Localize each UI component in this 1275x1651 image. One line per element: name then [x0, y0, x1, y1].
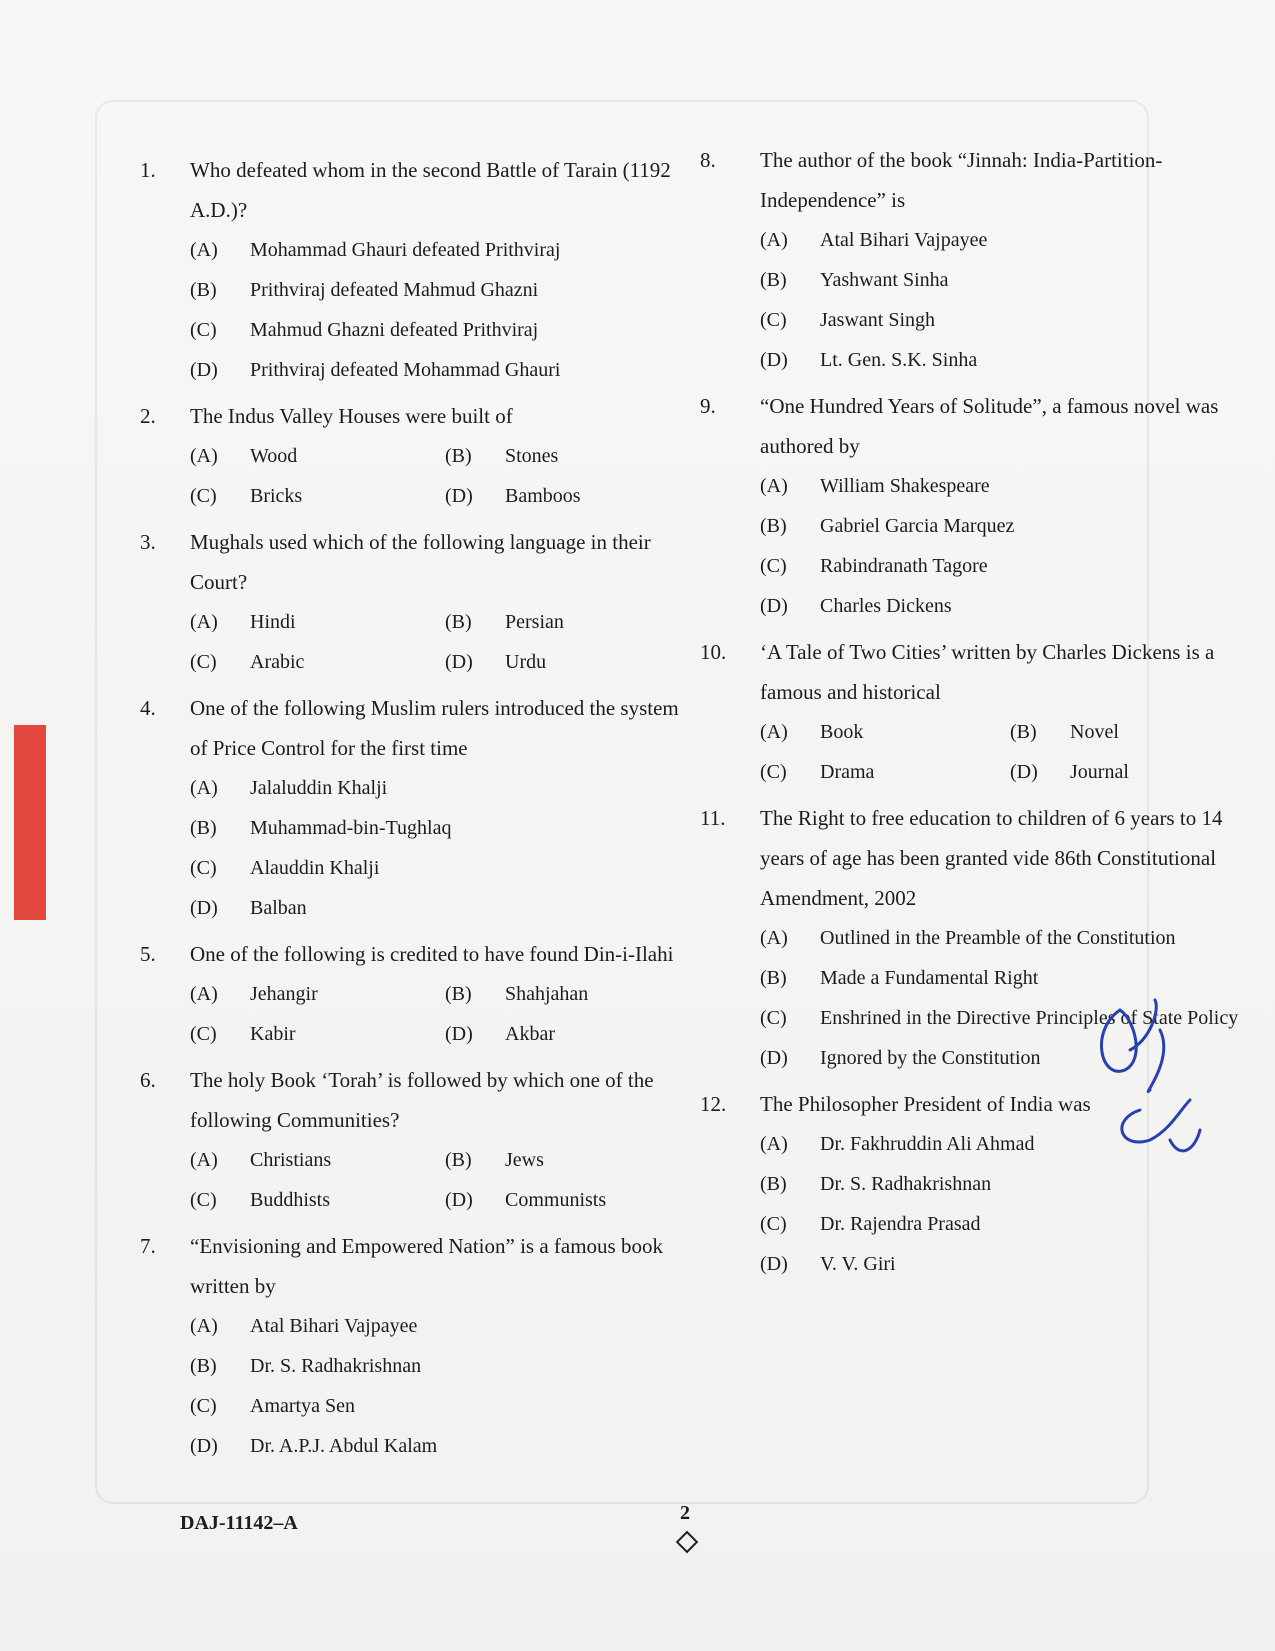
- page-number: 2: [680, 1502, 690, 1524]
- option-label: (A): [190, 1149, 218, 1171]
- question-number: 9.: [700, 394, 716, 418]
- option-text: Buddhists: [250, 1189, 331, 1211]
- option-text: Journal: [1070, 761, 1129, 783]
- answer-option: [190, 1386, 700, 1426]
- option-label: (D): [1010, 761, 1038, 783]
- option-text: Mohammad Ghauri defeated Prithviraj: [250, 239, 561, 261]
- left-column: [140, 150, 700, 1472]
- question-5: [140, 934, 700, 1054]
- answer-option: [760, 1244, 1260, 1284]
- options-list: [190, 974, 700, 1054]
- option-label: (B): [760, 515, 787, 537]
- answer-option: [190, 1180, 445, 1220]
- options-row: [190, 1014, 700, 1054]
- answer-option: [760, 752, 1010, 792]
- question-number: 8.: [700, 148, 716, 172]
- answer-option: [760, 260, 1260, 300]
- option-text: Stones: [505, 445, 559, 467]
- option-label: (C): [760, 555, 787, 577]
- options-row: [190, 602, 700, 642]
- option-text: Shahjahan: [505, 983, 589, 1005]
- answer-option: [190, 1014, 445, 1054]
- options-row: [190, 1180, 700, 1220]
- answer-option: [445, 1140, 700, 1180]
- answer-option: [190, 848, 700, 888]
- option-label: (C): [760, 309, 787, 331]
- option-text: Muhammad-bin-Tughlaq: [250, 817, 452, 839]
- option-label: (C): [190, 319, 217, 341]
- handwritten-signature-icon: [1080, 990, 1210, 1180]
- question-text: One of the following is credited to have found Din-i-Ilahi: [190, 942, 674, 966]
- question-number: 3.: [140, 530, 156, 554]
- option-text: Jehangir: [250, 983, 318, 1005]
- answer-option: [190, 602, 445, 642]
- question-9: [700, 386, 1260, 626]
- option-text: Drama: [820, 761, 875, 783]
- answer-option: [445, 1014, 700, 1054]
- answer-option: [760, 506, 1260, 546]
- answer-option: [190, 1306, 700, 1346]
- option-label: (A): [190, 1315, 218, 1337]
- question-4: [140, 688, 700, 928]
- question-number: 6.: [140, 1068, 156, 1092]
- option-text: Book: [820, 721, 864, 743]
- option-text: Dr. S. Radhakrishnan: [250, 1355, 422, 1377]
- option-text: Akbar: [505, 1023, 555, 1045]
- answer-option: [190, 974, 445, 1014]
- answer-option: [190, 230, 700, 270]
- option-label: (B): [190, 1355, 217, 1377]
- answer-option: [190, 1140, 445, 1180]
- option-text: Outlined in the Preamble of the Constitution: [820, 927, 1176, 949]
- option-text: Jews: [505, 1149, 544, 1171]
- question-text: “One Hundred Years of Solitude”, a famous novel was authored by: [760, 394, 1219, 458]
- option-label: (D): [445, 1189, 473, 1211]
- option-label: (D): [190, 897, 218, 919]
- option-label: (B): [445, 445, 472, 467]
- question-number: 5.: [140, 942, 156, 966]
- question-text: The holy Book ‘Torah’ is followed by which one of the following Communities?: [190, 1068, 654, 1132]
- option-label: (D): [760, 1047, 788, 1069]
- question-2: [140, 396, 700, 516]
- option-text: Atal Bihari Vajpayee: [250, 1315, 418, 1337]
- answer-option: [190, 768, 700, 808]
- question-7: [140, 1226, 700, 1466]
- option-text: Bricks: [250, 485, 303, 507]
- options-row: [760, 712, 1260, 752]
- option-text: Urdu: [505, 651, 547, 673]
- answer-option: [760, 300, 1260, 340]
- option-text: Yashwant Sinha: [820, 269, 949, 291]
- question-text: ‘A Tale of Two Cities’ written by Charles Dickens is a famous and historical: [760, 640, 1215, 704]
- option-text: Persian: [505, 611, 564, 633]
- option-label: (A): [760, 927, 788, 949]
- option-text: Ignored by the Constitution: [820, 1047, 1041, 1069]
- option-text: Jaswant Singh: [820, 309, 935, 331]
- option-text: Lt. Gen. S.K. Sinha: [820, 349, 978, 371]
- option-text: Christians: [250, 1149, 332, 1171]
- question-number: 12.: [700, 1092, 727, 1116]
- options-row: [190, 642, 700, 682]
- options-list: [760, 220, 1260, 380]
- answer-option: [445, 974, 700, 1014]
- options-row: [190, 436, 700, 476]
- options-list: [760, 712, 1260, 792]
- option-label: (D): [445, 485, 473, 507]
- question-text: The Philosopher President of India was: [760, 1092, 1091, 1116]
- option-label: (A): [760, 475, 788, 497]
- question-number: 4.: [140, 696, 156, 720]
- question-text: The Indus Valley Houses were built of: [190, 404, 513, 428]
- option-text: Hindi: [250, 611, 296, 633]
- question-number: 10.: [700, 640, 727, 664]
- option-label: (C): [190, 1395, 217, 1417]
- option-label: (C): [190, 651, 217, 673]
- options-list: [190, 1140, 700, 1220]
- option-label: (C): [760, 1007, 787, 1029]
- answer-option: [190, 1426, 700, 1466]
- answer-option: [1010, 752, 1260, 792]
- option-label: (C): [190, 857, 217, 879]
- option-text: Rabindranath Tagore: [820, 555, 988, 577]
- question-6: [140, 1060, 700, 1220]
- option-label: (C): [760, 761, 787, 783]
- option-text: Wood: [250, 445, 298, 467]
- answer-option: [760, 466, 1260, 506]
- option-text: William Shakespeare: [820, 475, 990, 497]
- option-label: (B): [190, 817, 217, 839]
- option-label: (B): [760, 1173, 787, 1195]
- question-text: Who defeated whom in the second Battle of Tarain (1192 A.D.)?: [190, 158, 671, 222]
- option-text: Alauddin Khalji: [250, 857, 380, 879]
- option-text: Gabriel Garcia Marquez: [820, 515, 1015, 537]
- answer-option: [445, 602, 700, 642]
- option-label: (A): [190, 611, 218, 633]
- red-edge-tab: [14, 725, 46, 920]
- option-label: (B): [445, 1149, 472, 1171]
- option-text: Dr. Rajendra Prasad: [820, 1213, 981, 1235]
- options-row: [190, 476, 700, 516]
- options-row: [760, 752, 1260, 792]
- option-label: (D): [190, 1435, 218, 1457]
- answer-option: [190, 642, 445, 682]
- answer-option: [190, 350, 700, 390]
- option-label: (B): [760, 269, 787, 291]
- option-text: Prithviraj defeated Mahmud Ghazni: [250, 279, 539, 301]
- question-number: 11.: [700, 806, 726, 830]
- option-text: Communists: [505, 1189, 607, 1211]
- options-list: [190, 436, 700, 516]
- question-1: [140, 150, 700, 390]
- question-text: One of the following Muslim rulers introduced the system of Price Control for the first time: [190, 696, 679, 760]
- answer-option: [445, 1180, 700, 1220]
- option-text: Dr. A.P.J. Abdul Kalam: [250, 1435, 438, 1457]
- answer-option: [190, 476, 445, 516]
- answer-option: [760, 918, 1260, 958]
- option-text: Arabic: [250, 651, 305, 673]
- answer-option: [445, 436, 700, 476]
- option-label: (A): [760, 229, 788, 251]
- diamond-icon: [676, 1531, 699, 1554]
- option-label: (B): [445, 983, 472, 1005]
- option-label: (C): [190, 485, 217, 507]
- answer-option: [190, 888, 700, 928]
- option-text: Prithviraj defeated Mohammad Ghauri: [250, 359, 561, 381]
- option-label: (A): [190, 983, 218, 1005]
- option-text: Bamboos: [505, 485, 581, 507]
- option-label: (C): [190, 1189, 217, 1211]
- answer-option: [445, 476, 700, 516]
- option-label: (B): [1010, 721, 1037, 743]
- question-3: [140, 522, 700, 682]
- options-list: [190, 1306, 700, 1466]
- question-text: The author of the book “Jinnah: India-Partition-Independence” is: [760, 148, 1163, 212]
- answer-option: [190, 270, 700, 310]
- answer-option: [760, 220, 1260, 260]
- option-text: Kabir: [250, 1023, 296, 1045]
- question-text: The Right to free education to children of 6 years to 14 years of age has been granted vide 86th Constitutional Amendment, 2002: [760, 806, 1223, 910]
- question-number: 2.: [140, 404, 156, 428]
- option-label: (A): [190, 445, 218, 467]
- options-list: [760, 466, 1260, 626]
- option-label: (C): [190, 1023, 217, 1045]
- option-text: Charles Dickens: [820, 595, 952, 617]
- option-label: (D): [760, 349, 788, 371]
- answer-option: [190, 1346, 700, 1386]
- option-label: (B): [445, 611, 472, 633]
- answer-option: [760, 340, 1260, 380]
- options-row: [190, 1140, 700, 1180]
- answer-option: [760, 586, 1260, 626]
- answer-option: [760, 1204, 1260, 1244]
- option-text: Enshrined in the Directive Principles of State Policy: [820, 1007, 1239, 1029]
- option-label: (A): [190, 239, 218, 261]
- answer-option: [190, 310, 700, 350]
- option-text: Balban: [250, 897, 307, 919]
- option-text: Amartya Sen: [250, 1395, 355, 1417]
- option-label: (B): [190, 279, 217, 301]
- option-text: Novel: [1070, 721, 1119, 743]
- answer-option: [190, 436, 445, 476]
- option-label: (A): [760, 1133, 788, 1155]
- option-label: (D): [445, 1023, 473, 1045]
- option-text: Dr. Fakhruddin Ali Ahmad: [820, 1133, 1035, 1155]
- option-label: (D): [190, 359, 218, 381]
- option-text: Jalaluddin Khalji: [250, 777, 388, 799]
- answer-option: [760, 712, 1010, 752]
- option-text: Made a Fundamental Right: [820, 967, 1039, 989]
- option-text: Mahmud Ghazni defeated Prithviraj: [250, 319, 539, 341]
- option-label: (D): [760, 1253, 788, 1275]
- option-label: (A): [190, 777, 218, 799]
- options-list: [190, 230, 700, 390]
- question-10: [700, 632, 1260, 792]
- option-text: Dr. S. Radhakrishnan: [820, 1173, 992, 1195]
- option-label: (A): [760, 721, 788, 743]
- option-label: (B): [760, 967, 787, 989]
- question-8: [700, 140, 1260, 380]
- options-list: [190, 768, 700, 928]
- answer-option: [1010, 712, 1260, 752]
- option-text: V. V. Giri: [820, 1253, 896, 1275]
- options-row: [190, 974, 700, 1014]
- question-number: 7.: [140, 1234, 156, 1258]
- question-text: “Envisioning and Empowered Nation” is a famous book written by: [190, 1234, 663, 1298]
- option-text: Atal Bihari Vajpayee: [820, 229, 988, 251]
- option-label: (D): [445, 651, 473, 673]
- answer-option: [760, 546, 1260, 586]
- options-list: [190, 602, 700, 682]
- answer-option: [190, 808, 700, 848]
- option-label: (D): [760, 595, 788, 617]
- answer-option: [445, 642, 700, 682]
- question-number: 1.: [140, 158, 156, 182]
- option-label: (C): [760, 1213, 787, 1235]
- booklet-code: DAJ-11142–A: [180, 1512, 298, 1534]
- question-text: Mughals used which of the following language in their Court?: [190, 530, 651, 594]
